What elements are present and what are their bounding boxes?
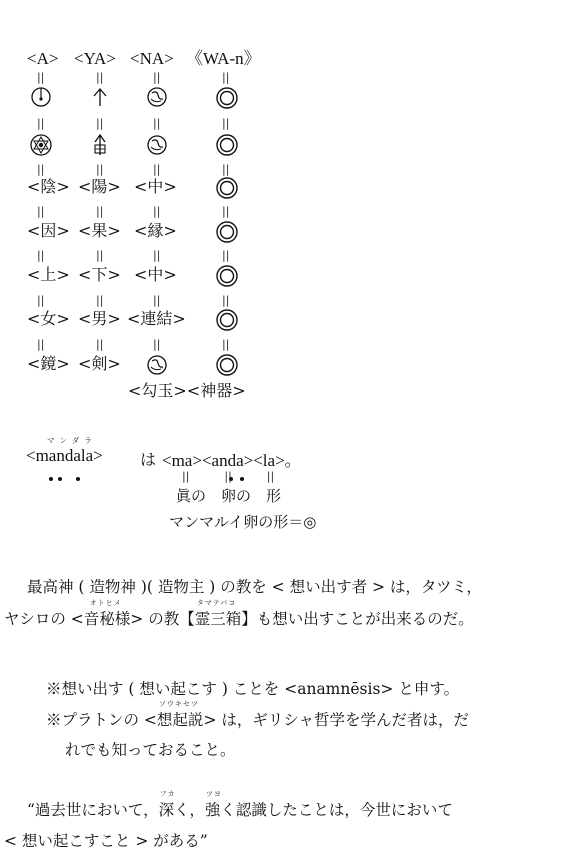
tamatebako-ruby: タマテバコ <box>196 599 237 607</box>
cell-yo: <陽> <box>78 177 121 196</box>
mandala-word: <mandala> <box>26 446 103 465</box>
cell-otoko: <男> <box>78 309 121 328</box>
mandala-summary: マンマルイ卵の形＝◎ <box>169 513 317 531</box>
double-circle-icon <box>215 133 239 157</box>
hexagram-circle-icon <box>29 133 53 157</box>
equals-sign: || <box>37 338 45 351</box>
arrow-up-icon <box>89 86 111 108</box>
paragraph-1-line-1: 最高神 ( 造物神 )( 造物主 ) の教を < 想い出す者 > は，タツミ， <box>27 578 482 596</box>
equals-sign: || <box>153 205 161 218</box>
arrow-shrine-icon <box>89 133 111 157</box>
note-2-line-1: ※プラトンの < ソウキセツ 想起説> は，ギリシャ哲学を学んだ者は，だ <box>46 700 470 729</box>
cell-ue: <上> <box>27 265 70 284</box>
cell-onna: <女> <box>27 309 70 328</box>
header-na: <NA> <box>130 49 174 68</box>
double-circle-icon <box>215 264 239 288</box>
equals-sign: || <box>96 338 104 351</box>
quote-line-1: “過去世において， フカ 深く， ツヨ 強く認識したことは，今世において <box>27 790 453 819</box>
equals-sign: || <box>37 249 45 262</box>
mandala-wa: は <box>140 450 157 469</box>
equals-sign: || <box>222 338 230 351</box>
cell-in-cause: <因> <box>27 221 70 240</box>
equals-sign: || <box>96 249 104 262</box>
double-circle-icon <box>215 86 239 110</box>
note-2-line-2: れでも知っておること。 <box>65 741 236 759</box>
fuka-ruby: フカ <box>159 790 176 798</box>
mandala-parts: <ma><anda><la>。 <box>162 451 302 470</box>
equals-sign: || <box>96 71 104 84</box>
equals-sign: || <box>222 205 230 218</box>
note-1: ※想い出す ( 想い起こす ) ことを <anamnēsis> と申す。 <box>46 680 460 698</box>
mandala-ruby: マンダラ <box>47 436 97 445</box>
equals-sign: || <box>153 163 161 176</box>
mandala-dots <box>49 466 80 485</box>
header-ya: <YA> <box>74 49 116 68</box>
double-circle-icon <box>215 220 239 244</box>
equals-sign: || <box>96 205 104 218</box>
otohime-ruby: オトヒメ <box>89 599 122 607</box>
quote-line-2: < 想い起こすこと > がある” <box>4 832 208 850</box>
equals-sign: || <box>222 117 230 130</box>
paragraph-1-line-2: ヤシロの < オトヒメ 音秘様> の教【 タマテバコ 霊三箱】も想い出すことが出来るのだ。 <box>4 599 474 628</box>
equals-sign: || <box>37 163 45 176</box>
swirl-circle-icon <box>146 134 168 156</box>
soukisetsu-ruby: ソウキセツ <box>158 700 199 708</box>
equals-sign: || <box>222 71 230 84</box>
cell-ka: <果> <box>78 221 121 240</box>
equals-sign: || <box>153 117 161 130</box>
double-circle-icon <box>215 308 239 332</box>
equals-sign: || <box>96 117 104 130</box>
cell-naka: <中> <box>134 177 177 196</box>
equals-sign: || <box>153 294 161 307</box>
header-wan: 《WA-n》 <box>186 49 261 68</box>
swirl-circle-icon <box>146 86 168 108</box>
circle-dot-line-icon <box>30 86 52 108</box>
cell-kagami: <鏡> <box>27 354 70 373</box>
cell-shita: <下> <box>78 265 121 284</box>
equals-sign: || <box>222 249 230 262</box>
equals-sign: || <box>37 294 45 307</box>
tsuyo-ruby: ツヨ <box>205 790 222 798</box>
equals-sign: || <box>96 294 104 307</box>
cell-renketsu: <連結> <box>127 309 186 328</box>
equals-sign: || <box>37 71 45 84</box>
equals-sign: || <box>153 338 161 351</box>
equals-sign: || <box>37 205 45 218</box>
cell-naka-2: <中> <box>134 265 177 284</box>
mandala-gloss: 眞の 卵の 形 <box>176 487 282 505</box>
cell-in: <陰> <box>27 177 70 196</box>
equals-sign: || <box>96 163 104 176</box>
equals-sign: || <box>153 71 161 84</box>
double-circle-icon <box>215 353 239 377</box>
equals-sign: || <box>222 163 230 176</box>
cell-tsurugi: <剣> <box>78 354 121 373</box>
equals-sign: || <box>153 249 161 262</box>
equals-sign: || <box>37 117 45 130</box>
mandala-equals: || || || <box>182 470 275 483</box>
swirl-circle-icon <box>146 354 168 376</box>
double-circle-icon <box>215 176 239 200</box>
header-a: <A> <box>27 49 59 68</box>
magatama-jingi-label: <勾玉><神器> <box>128 381 246 400</box>
cell-en: <縁> <box>134 221 177 240</box>
equals-sign: || <box>222 294 230 307</box>
